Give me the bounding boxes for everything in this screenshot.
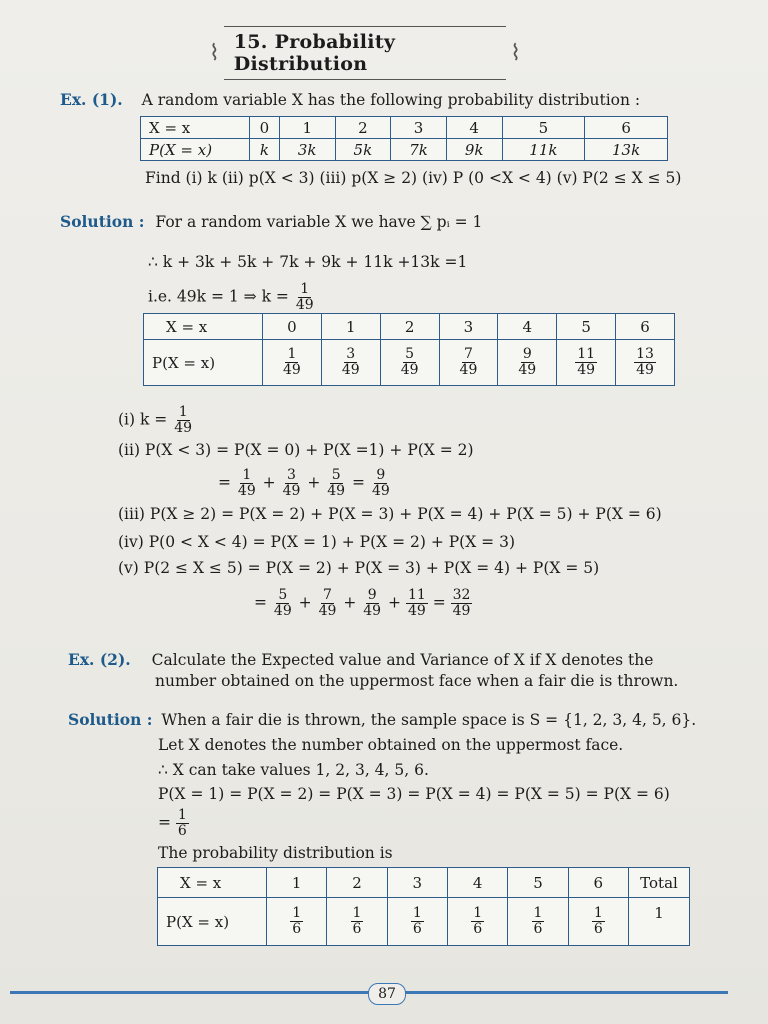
fraction-numerator: 1 bbox=[533, 905, 543, 921]
table-cell: 9k bbox=[446, 139, 502, 161]
table-cell bbox=[263, 340, 322, 386]
table-header-cell: 0 bbox=[263, 314, 322, 340]
chapter-header bbox=[205, 28, 525, 78]
fraction-numerator: 5 bbox=[331, 467, 341, 483]
sol2-text-line1: When a fair die is thrown, the sample space is S = {1, 2, 3, 4, 5, 6}. bbox=[161, 711, 697, 729]
table-cell bbox=[267, 898, 327, 946]
sol1-part-iv: (iv) P(0 < X < 4) = P(X = 1) + P(X = 2) + P(X = 3) bbox=[118, 533, 516, 551]
sol2-distribution-table bbox=[157, 867, 690, 946]
table-cell bbox=[387, 898, 447, 946]
ex1-question bbox=[60, 90, 640, 110]
table-cell bbox=[321, 340, 380, 386]
fraction-denominator: 49 bbox=[459, 362, 478, 378]
fraction bbox=[411, 906, 424, 937]
table-header-cell: 2 bbox=[335, 117, 391, 139]
fraction-denominator: 49 bbox=[282, 483, 301, 499]
fraction bbox=[634, 347, 656, 378]
table-cell bbox=[557, 340, 616, 386]
sol1-part-ii-sum: = $\frac{1}{49}$ + $\frac{3}{49}$ + $\frac{5}{49}$ = $\frac{9}{49}$ bbox=[218, 467, 390, 499]
fraction bbox=[471, 906, 484, 937]
fraction bbox=[325, 468, 347, 499]
fraction bbox=[532, 906, 545, 937]
table-header-cell: Total bbox=[629, 868, 690, 898]
table-header-cell: 3 bbox=[391, 117, 447, 139]
sol2-line2: Let X denotes the number obtained on the uppermost face. bbox=[158, 736, 624, 754]
fraction-numerator: 7 bbox=[323, 587, 332, 603]
fraction bbox=[592, 906, 605, 937]
fraction bbox=[281, 347, 303, 378]
table-header-cell: X = x bbox=[158, 868, 267, 898]
fraction-numerator: 9 bbox=[367, 587, 377, 603]
fraction bbox=[176, 808, 189, 839]
fraction bbox=[236, 468, 258, 499]
table-header-cell: 6 bbox=[616, 314, 675, 340]
fraction-denominator: 49 bbox=[577, 362, 596, 378]
table-cell: 1 bbox=[629, 898, 690, 946]
ex2-question-line1 bbox=[68, 650, 653, 670]
table-cell: 13k bbox=[585, 139, 668, 161]
table-header-cell: 3 bbox=[439, 314, 498, 340]
fraction-numerator: 5 bbox=[278, 587, 288, 603]
table-row bbox=[141, 117, 668, 139]
table-header-cell: 6 bbox=[568, 868, 628, 898]
table-cell bbox=[439, 340, 498, 386]
table-cell bbox=[616, 340, 675, 386]
fraction-denominator: 49 bbox=[400, 362, 419, 378]
fraction-denominator: 49 bbox=[341, 362, 360, 378]
sol2-label: Solution : bbox=[68, 710, 153, 729]
sol1-text: For a random variable X we have ∑ pᵢ = 1 bbox=[155, 213, 483, 231]
ex2-question-line2: number obtained on the uppermost face when a fair die is thrown. bbox=[155, 672, 679, 690]
fraction-numerator: 1 bbox=[292, 905, 302, 921]
table-cell: 11k bbox=[502, 139, 585, 161]
fraction-numerator: 9 bbox=[376, 467, 386, 483]
sol1-line3-text: i.e. 49k = 1 ⇒ k = bbox=[148, 287, 289, 306]
fraction-numerator: 1 bbox=[178, 404, 188, 420]
table-cell bbox=[327, 898, 387, 946]
fraction bbox=[351, 906, 364, 937]
table-header-cell: 5 bbox=[508, 868, 568, 898]
table-row bbox=[144, 314, 675, 340]
table-header-cell: 6 bbox=[585, 117, 668, 139]
fraction-numerator: 32 bbox=[452, 587, 471, 603]
table-row bbox=[144, 340, 675, 386]
page-number: 87 bbox=[368, 983, 406, 1005]
sol2-line1 bbox=[68, 710, 696, 730]
table-header-cell: 5 bbox=[557, 314, 616, 340]
table-row bbox=[141, 139, 668, 161]
sol1-part-iii: (iii) P(X ≥ 2) = P(X = 2) + P(X = 3) + P(X = 4) + P(X = 5) + P(X = 6) bbox=[118, 505, 662, 523]
table-cell: P(X = x) bbox=[158, 898, 267, 946]
sol1-part-v-sum: = $\frac{5}{49}$ + $\frac{7}{49}$ + $\frac{9}{49}$ + $\frac{11}{49}$ = $\frac{32}{49}$ bbox=[254, 587, 471, 619]
fraction-denominator: 49 bbox=[174, 420, 193, 436]
fraction-denominator: 6 bbox=[533, 921, 543, 937]
fraction bbox=[370, 468, 392, 499]
fraction-numerator: 7 bbox=[463, 346, 473, 362]
sol1-line3 bbox=[148, 282, 316, 313]
table-header-cell: 2 bbox=[327, 868, 387, 898]
table-header-cell: 4 bbox=[446, 117, 502, 139]
fraction-numerator: 1 bbox=[287, 346, 297, 362]
fraction bbox=[340, 347, 362, 378]
sol1-part-v: (v) P(2 ≤ X ≤ 5) = P(X = 2) + P(X = 3) + P(X = 4) + P(X = 5) bbox=[118, 559, 600, 577]
fraction bbox=[575, 347, 597, 378]
sol2-line4: P(X = 1) = P(X = 2) = P(X = 3) = P(X = 4) = P(X = 5) = P(X = 6) bbox=[158, 785, 670, 803]
table-header-cell: X = x bbox=[144, 314, 263, 340]
fraction-denominator: 6 bbox=[412, 921, 422, 937]
fraction-denominator: 49 bbox=[636, 362, 654, 378]
fraction-numerator: 3 bbox=[346, 346, 356, 362]
fraction bbox=[399, 347, 421, 378]
table-header-cell: X = x bbox=[141, 117, 250, 139]
fraction-numerator: 5 bbox=[405, 346, 415, 362]
table-cell bbox=[447, 898, 507, 946]
table-cell bbox=[508, 898, 568, 946]
fraction bbox=[516, 347, 538, 378]
table-header-cell: 1 bbox=[321, 314, 380, 340]
fraction bbox=[294, 282, 316, 313]
fraction-denominator: 49 bbox=[327, 483, 346, 499]
fraction-denominator: 49 bbox=[283, 362, 301, 378]
sol2-equals-fraction: = $\frac{1}{6}$ bbox=[158, 807, 187, 839]
sol1-label: Solution : bbox=[60, 212, 145, 231]
table-header-cell: 1 bbox=[279, 117, 335, 139]
scroll-ornament-left-icon: ⌇ bbox=[209, 40, 220, 66]
table-cell: 5k bbox=[335, 139, 391, 161]
chapter-title: 15. Probability Distribution bbox=[224, 26, 507, 80]
fraction bbox=[361, 588, 383, 619]
fraction-denominator: 49 bbox=[371, 483, 390, 499]
fraction bbox=[272, 588, 294, 619]
fraction-numerator: 11 bbox=[577, 346, 596, 362]
table-header-cell: 4 bbox=[447, 868, 507, 898]
table-cell bbox=[498, 340, 557, 386]
table-cell: 7k bbox=[391, 139, 447, 161]
fraction-denominator: 49 bbox=[295, 297, 314, 313]
table-header-cell: 5 bbox=[502, 117, 585, 139]
fraction-numerator: 1 bbox=[177, 807, 187, 823]
table-cell bbox=[380, 340, 439, 386]
table-header-cell: 2 bbox=[380, 314, 439, 340]
fraction-denominator: 6 bbox=[292, 921, 302, 937]
part-i-text: (i) k = bbox=[118, 410, 168, 429]
sol1-line1 bbox=[60, 212, 482, 232]
table-row bbox=[158, 868, 690, 898]
fraction-numerator: 1 bbox=[300, 281, 310, 297]
table-header-cell: 1 bbox=[267, 868, 327, 898]
fraction-numerator: 1 bbox=[412, 905, 422, 921]
fraction bbox=[458, 347, 480, 378]
sol2-line5: The probability distribution is bbox=[158, 844, 393, 862]
fraction-numerator: 1 bbox=[593, 905, 603, 921]
ex1-distribution-table bbox=[140, 116, 668, 161]
table-cell bbox=[568, 898, 628, 946]
fraction-numerator: 9 bbox=[522, 346, 532, 362]
table-cell: k bbox=[250, 139, 280, 161]
fraction-denominator: 49 bbox=[452, 603, 471, 619]
sol1-part-i bbox=[118, 405, 194, 436]
fraction-denominator: 49 bbox=[363, 603, 382, 619]
sol2-line3: ∴ X can take values 1, 2, 3, 4, 5, 6. bbox=[158, 761, 429, 779]
fraction bbox=[172, 405, 194, 436]
ex1-label: Ex. (1). bbox=[60, 90, 123, 109]
sol1-part-ii: (ii) P(X < 3) = P(X = 0) + P(X =1) + P(X = 2) bbox=[118, 441, 474, 459]
fraction-numerator: 1 bbox=[242, 467, 252, 483]
ex2-text-line1: Calculate the Expected value and Variance of X if X denotes the bbox=[151, 651, 654, 669]
fraction-denominator: 49 bbox=[318, 603, 337, 619]
fraction-denominator: 49 bbox=[518, 362, 537, 378]
fraction-denominator: 49 bbox=[407, 603, 426, 619]
fraction-denominator: 49 bbox=[273, 603, 292, 619]
table-header-cell: 3 bbox=[387, 868, 447, 898]
ex2-label: Ex. (2). bbox=[68, 650, 131, 669]
fraction-numerator: 1 bbox=[352, 905, 362, 921]
table-cell: P(X = x) bbox=[144, 340, 263, 386]
table-cell: 3k bbox=[279, 139, 335, 161]
fraction-denominator: 6 bbox=[177, 823, 187, 839]
ex1-text: A random variable X has the following probability distribution : bbox=[141, 91, 641, 109]
fraction-denominator: 6 bbox=[473, 921, 483, 937]
fraction-numerator: 1 bbox=[473, 905, 483, 921]
fraction bbox=[406, 588, 428, 619]
fraction-denominator: 6 bbox=[593, 921, 603, 937]
table-row bbox=[158, 898, 690, 946]
sol1-line2: ∴ k + 3k + 5k + 7k + 9k + 11k +13k =1 bbox=[148, 253, 468, 271]
fraction bbox=[317, 588, 339, 619]
fraction bbox=[281, 468, 303, 499]
ex1-find-line: Find (i) k (ii) p(X < 3) (iii) p(X ≥ 2) (iv) P (0 <X < 4) (v) P(2 ≤ X ≤ 5) bbox=[145, 169, 682, 187]
fraction-numerator: 13 bbox=[636, 346, 654, 362]
sol1-distribution-table bbox=[143, 313, 675, 386]
table-header-cell: 4 bbox=[498, 314, 557, 340]
fraction-denominator: 6 bbox=[352, 921, 362, 937]
fraction bbox=[451, 588, 473, 619]
fraction-numerator: 11 bbox=[407, 587, 426, 603]
fraction-denominator: 49 bbox=[237, 483, 256, 499]
fraction-numerator: 3 bbox=[287, 467, 296, 483]
table-header-cell: 0 bbox=[250, 117, 280, 139]
scroll-ornament-right-icon: ⌇ bbox=[510, 40, 521, 66]
table-cell: P(X = x) bbox=[141, 139, 250, 161]
fraction bbox=[290, 906, 303, 937]
